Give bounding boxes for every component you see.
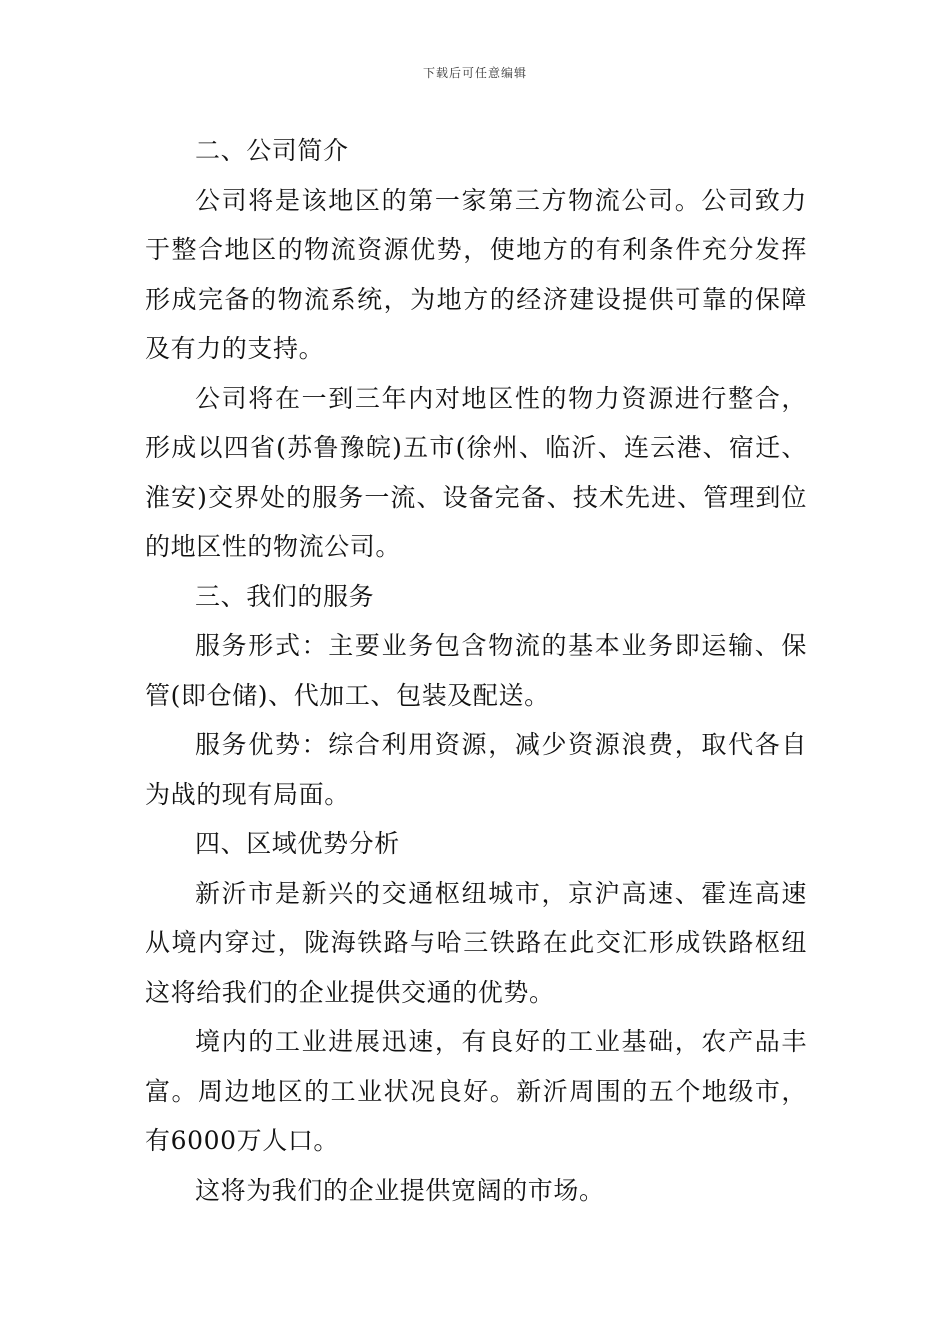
company-paragraph-1: 公司将是该地区的第一家第三方物流公司。公司致力于整合地区的物流资源优势，使地方的有利条件充分发挥形成完备的物流系统，为地方的经济建设提供可靠的保障及有力的支持。 xyxy=(145,185,807,363)
services-paragraph-2: 服务优势：综合利用资源，减少资源浪费，取代各自为战的现有局面。 xyxy=(145,730,807,809)
region-paragraph-3: 这将为我们的企业提供宽阔的市场。 xyxy=(195,1175,605,1205)
region-paragraph-2: 境内的工业进展迅速，有良好的工业基础，农产品丰富。周边地区的工业状况良好。新沂周围的五个地级市，有6000万人口。 xyxy=(145,1027,807,1155)
section-heading-services: 三、我们的服务 xyxy=(195,581,375,611)
company-paragraph-2: 公司将在一到三年内对地区性的物力资源进行整合，形成以四省(苏鲁豫皖)五市(徐州、临沂、连云港、宿迁、淮安)交界处的服务一流、设备完备、技术先进、管理到位的地区性的物流公司。 xyxy=(145,383,807,561)
services-paragraph-1: 服务形式：主要业务包含物流的基本业务即运输、保管(即仓储)、代加工、包装及配送。 xyxy=(145,631,807,710)
header-note: 下载后可任意编辑 xyxy=(422,66,527,80)
section-heading-company: 二、公司简介 xyxy=(195,136,349,165)
region-paragraph-1: 新沂市是新兴的交通枢纽城市，京沪高速、霍连高速从境内穿过，陇海铁路与哈三铁路在此交汇形成铁路枢纽这将给我们的企业提供交通的优势。 xyxy=(145,878,807,1007)
document-body xyxy=(145,126,807,1215)
section-heading-region: 四、区域优势分析 xyxy=(195,829,400,858)
